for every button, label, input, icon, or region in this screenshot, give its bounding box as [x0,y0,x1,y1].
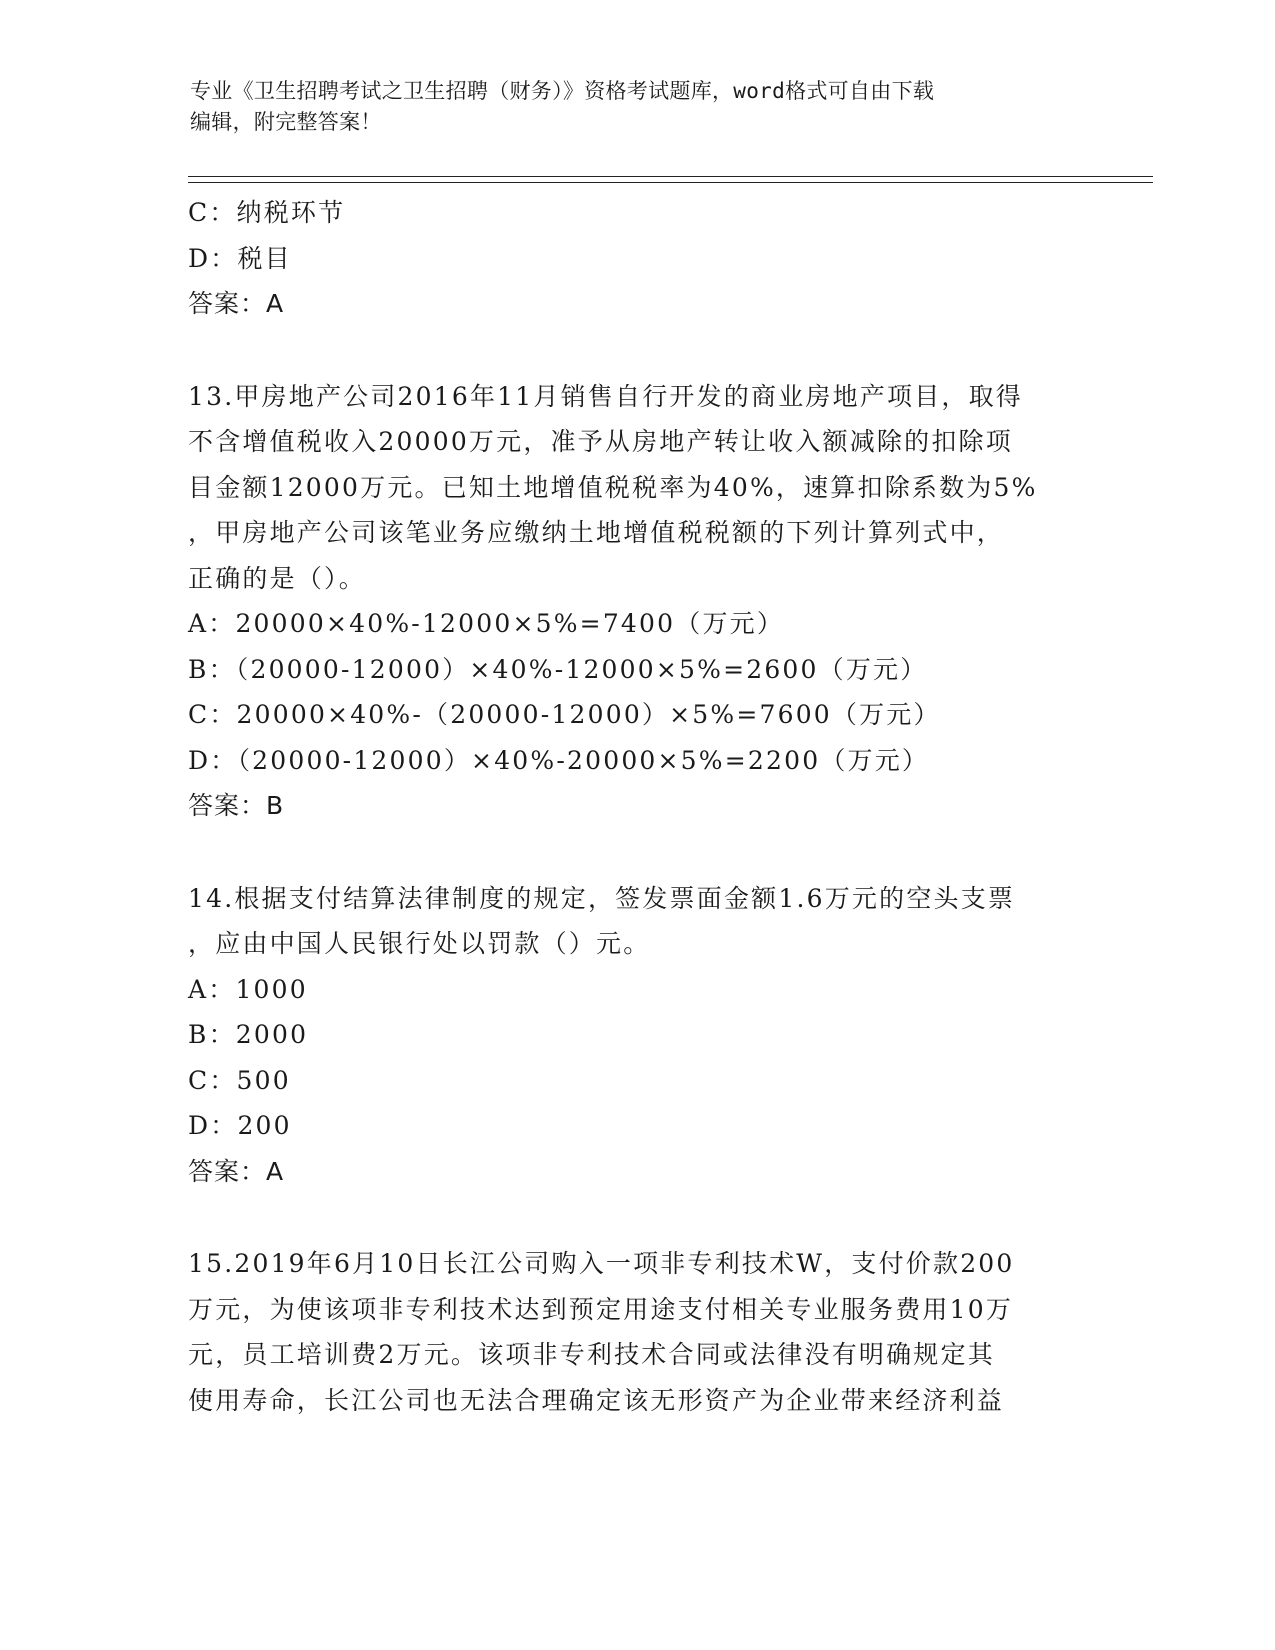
option-c: C：纳税环节 [188,198,346,227]
answer: 答案：B [188,791,285,820]
question-text-line: 元，员工培训费2万元。该项非专利技术合同或法律没有明确规定其 [188,1340,995,1369]
option-c: C：500 [188,1065,291,1095]
document-body [188,190,1088,1423]
option-b: B：（20000-12000）×40%-12000×5%=2600（万元） [188,654,928,684]
question-15 [188,1241,1088,1423]
question-text-line: ，甲房地产公司该笔业务应缴纳土地增值税税额的下列计算列式中， [188,518,1005,547]
option-a: A：20000×40%-12000×5%=7400（万元） [188,609,785,638]
header-rule-thin [188,182,1153,183]
header-rule-thick [188,176,1153,177]
option-d: D：（20000-12000）×40%-20000×5%=2200（万元） [188,745,930,775]
question-text-line: 正确的是（）。 [188,563,366,593]
option-b: B：2000 [188,1020,309,1049]
prev-question [188,190,1088,327]
page-header [190,76,1090,138]
question-text-line: 14.根据支付结算法律制度的规定，签发票面金额1.6万元的空头支票 [188,883,1016,913]
header-line-1: 专业《卫生招聘考试之卫生招聘（财务）》资格考试题库，word格式可自由下载 [190,79,935,103]
question-text-line: 13.甲房地产公司2016年11月销售自行开发的商业房地产项目，取得 [188,381,1023,411]
question-text-line: 不含增值税收入20000万元，准予从房地产转让收入额减除的扣除项 [188,427,1013,456]
header-line-2: 编辑，附完整答案！ [190,110,382,134]
question-text-line: 15.2019年6月10日长江公司购入一项非专利技术W，支付价款200 [188,1249,1015,1278]
question-text-line: 使用寿命，长江公司也无法合理确定该无形资产为企业带来经济利益 [188,1385,1005,1415]
answer: 答案：A [188,1156,285,1186]
option-c: C：20000×40%-（20000-12000）×5%=7600（万元） [188,700,941,729]
question-text-line: ，应由中国人民银行处以罚款（）元。 [188,929,651,958]
question-text-line: 目金额12000万元。已知土地增值税税率为40%，速算扣除系数为5% [188,472,1038,502]
question-14 [188,876,1088,1195]
question-13 [188,374,1088,829]
option-a: A：1000 [188,974,308,1004]
question-text-line: 万元，为使该项非专利技术达到预定用途支付相关专业服务费用10万 [188,1294,1014,1324]
answer: 答案：A [188,289,285,318]
option-d: D：200 [188,1111,292,1140]
option-d: D：税目 [188,243,292,273]
